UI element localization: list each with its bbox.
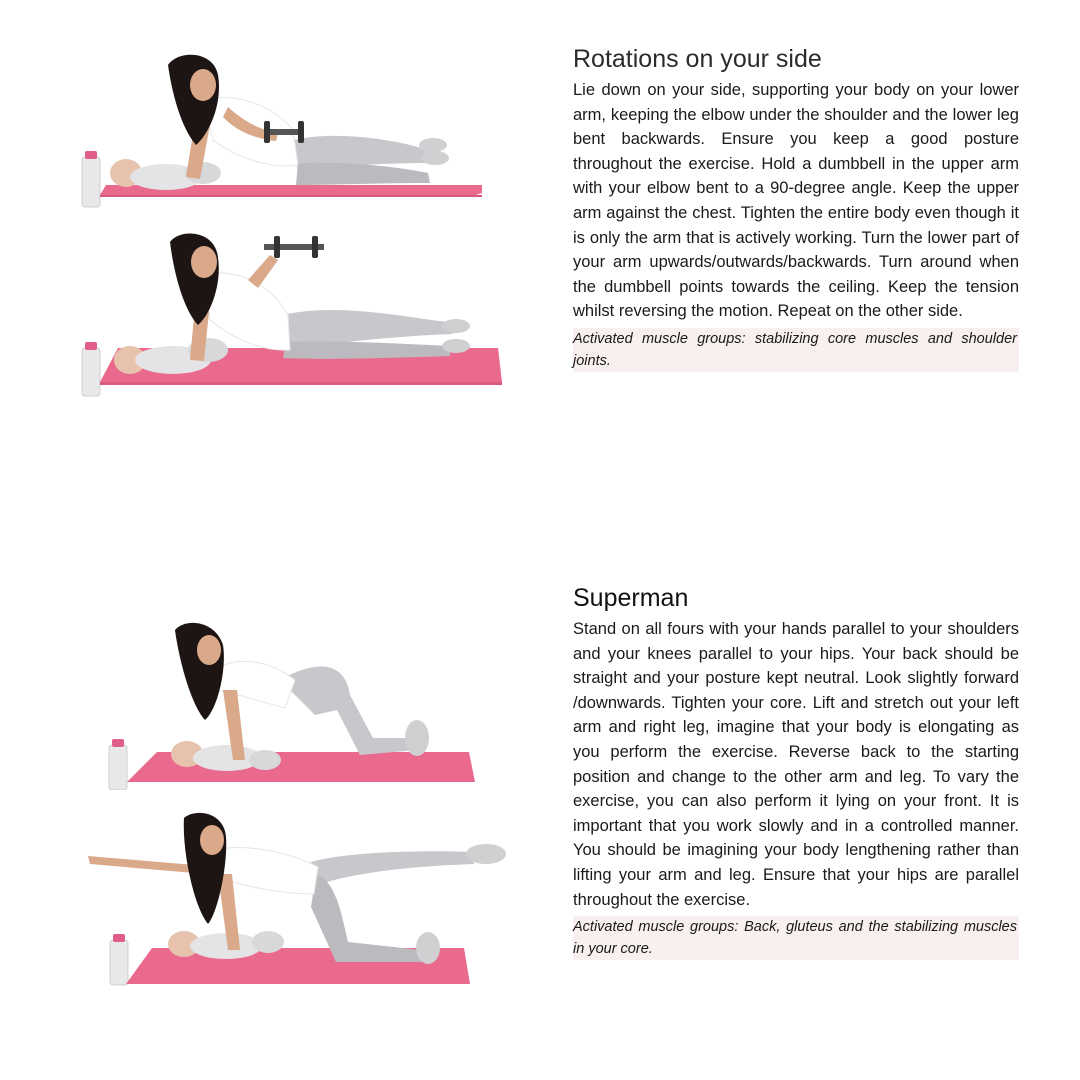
water-bottle-icon (82, 348, 100, 396)
water-bottle-icon (110, 940, 128, 985)
superman-start-photo (105, 620, 480, 790)
exercise-title: Rotations on your side (573, 45, 822, 73)
dumbbell-icon (266, 129, 302, 135)
activated-muscles-note: Activated muscle groups: stabilizing core muscles and shoulder joints. (573, 328, 1019, 372)
rotation-end-photo (78, 230, 506, 400)
rotation-start-photo (78, 45, 488, 215)
water-bottle-icon (82, 157, 100, 207)
activated-muscles-note: Activated muscle groups: Back, gluteus and the stabilizing muscles in your core. (573, 916, 1019, 960)
exercise-description: Stand on all fours with your hands parallel to your shoulders and your knees parallel to your hips. Your back should be straight and your posture kept neutral. Look slightly forward /downwards. Tighten your core. Lift and stretch out your left arm and right leg, imagine that your body is elongating as you perform the exercise. Reverse back to the starting position and change to the other arm and leg. To vary the exercise, you can also perform it lying on your front. It is important that you work slowly and in a controlled manner. You should be imagining your body lengthening rather than lifting your arm and leg. Ensure that your hips are parallel throughout the exercise. (573, 620, 1019, 909)
water-bottle-icon (109, 745, 127, 790)
superman-text-block (573, 583, 1019, 960)
rotations-text-block (573, 44, 1019, 372)
exercise-title: Superman (573, 584, 689, 612)
exercise-description: Lie down on your side, supporting your body on your lower arm, keeping the elbow under the shoulder and the lower leg bent backwards. Ensure you keep a good posture throughout the exercise. Hold a dumbbell in the upper arm with your elbow bent to a 90-degree angle. Keep the upper arm against the chest. Tighten the entire body even though it is only the arm that is actively working. Turn the lower part of your arm upwards/outwards/backwards. Turn around when the dumbbell points towards the ceiling. Keep the tension whilst reversing the motion. Repeat on the other side. (573, 81, 1019, 321)
superman-extended-photo (86, 812, 512, 987)
